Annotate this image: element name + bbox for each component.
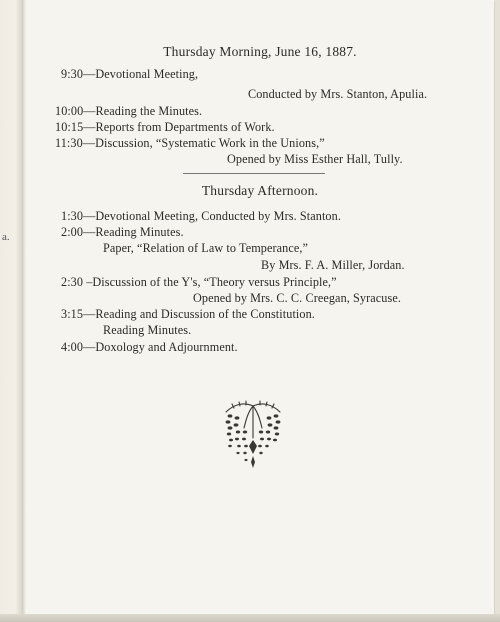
afternoon-item-0130: 1:30—Devotional Meeting, Conducted by Mrs. Stanton. xyxy=(61,209,341,223)
morning-item-0930: 9:30—Devotional Meeting, xyxy=(61,67,199,81)
morning-item-1130-opener: Opened by Miss Esther Hall, Tully. xyxy=(227,152,403,166)
afternoon-item-0200: 2:00—Reading Minutes. xyxy=(61,225,184,239)
morning-item-1015: 10:15—Reports from Departments of Work. xyxy=(55,120,275,134)
morning-item-0930-conductor: Conducted by Mrs. Stanton, Apulia. xyxy=(248,87,428,101)
fern-ornament-icon xyxy=(222,398,284,474)
afternoon-item-0400: 4:00—Doxology and Adjournment. xyxy=(61,340,238,354)
morning-heading: Thursday Morning, June 16, 1887. xyxy=(163,44,357,59)
morning-item-1000: 10:00—Reading the Minutes. xyxy=(55,104,203,118)
page-bottom-edge xyxy=(0,614,500,622)
afternoon-heading: Thursday Afternoon. xyxy=(201,183,319,198)
afternoon-item-0315-minutes: Reading Minutes. xyxy=(103,323,192,337)
facing-page-mark: a. xyxy=(2,231,10,243)
afternoon-item-0200-author: By Mrs. F. A. Miller, Jordan. xyxy=(261,258,405,272)
morning-item-1130: 11:30—Discussion, “Systematic Work in the Unions,” xyxy=(55,136,325,150)
section-divider xyxy=(183,173,325,174)
facing-page-edge xyxy=(0,0,22,622)
program-page xyxy=(26,0,494,614)
afternoon-item-0315: 3:15—Reading and Discussion of the Constitution. xyxy=(61,307,315,321)
afternoon-item-0230-opener: Opened by Mrs. C. C. Creegan, Syracuse. xyxy=(193,291,401,305)
afternoon-item-0200-paper: Paper, “Relation of Law to Temperance,” xyxy=(103,241,309,255)
afternoon-item-0230: 2:30 –Discussion of the Y's, “Theory versus Principle,” xyxy=(61,275,337,289)
